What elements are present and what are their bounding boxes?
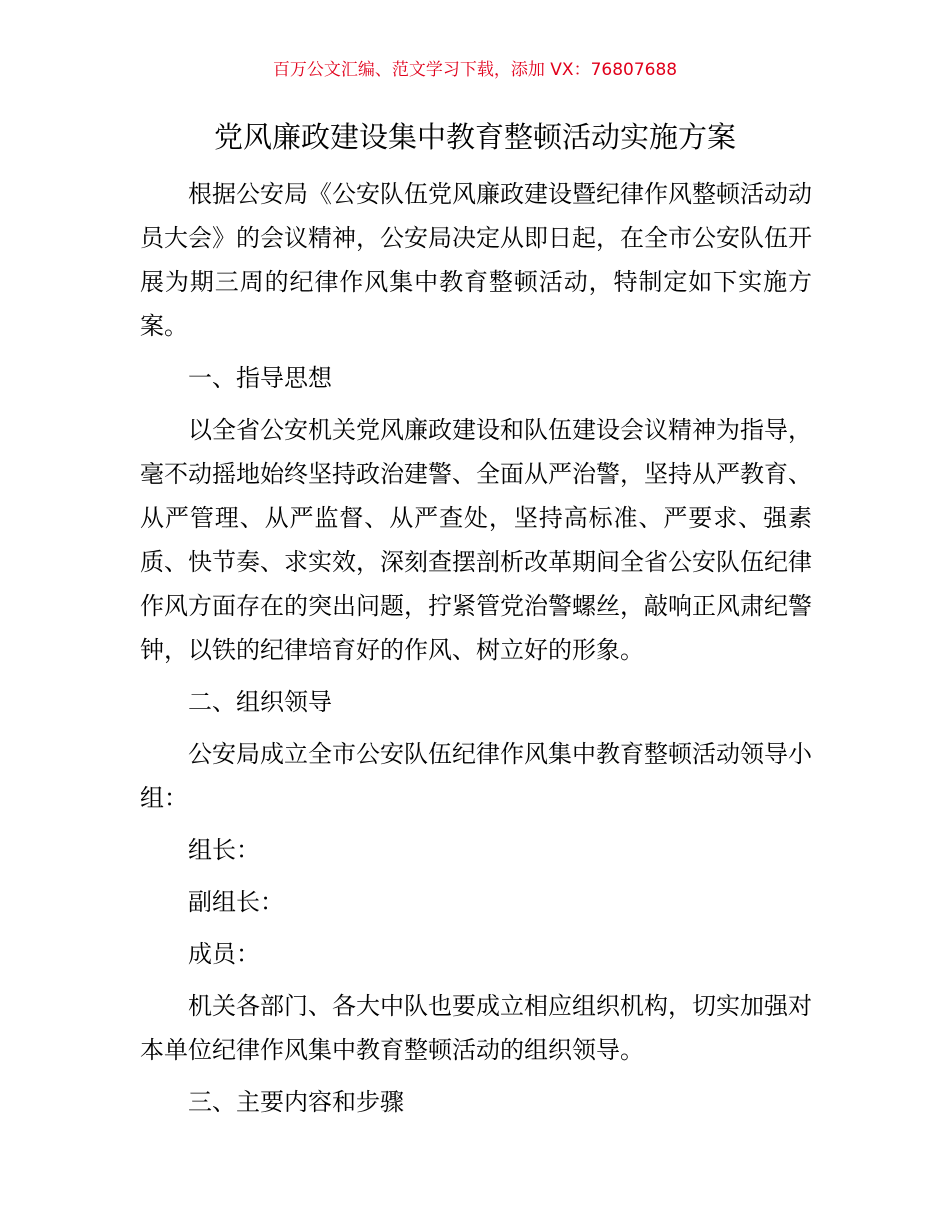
section-heading-content-steps: 三、主要内容和步骤 <box>188 1088 404 1116</box>
organization-paragraph: 公安局成立全市公安队伍纪律作风集中教育整顿活动领导小组： <box>140 740 812 812</box>
intro-paragraph: 根据公安局《公安队伍党风廉政建设暨纪律作风整顿活动动员大会》的会议精神，公安局决定从即日起，在全市公安队伍开展为期三周的纪律作风集中教育整顿活动，特制定如下实施方案。 <box>140 180 812 340</box>
section-heading-organization: 二、组织领导 <box>188 688 332 716</box>
header-note: 百万公文汇编、范文学习下载，添加 VX：76807688 <box>272 60 678 80</box>
document-title: 党风廉政建设集中教育整顿活动实施方案 <box>213 120 736 154</box>
guiding-thought-paragraph: 以全省公安机关党风廉政建设和队伍建设会议精神为指导，毫不动摇地始终坚持政治建警、全面从严治警，坚持从严教育、从严管理、从严监督、从严查处，坚持高标准、严要求、强素质、快节奏、求实效，深刻查摆剖析改革期间全省公安队伍纪律作风方面存在的突出问题，拧紧管党治警螺丝，敲响正风肃纪警钟，以铁的纪律培育好的作风、树立好的形象。 <box>140 416 812 664</box>
section-heading-guiding-thought: 一、指导思想 <box>188 364 332 392</box>
leader-line: 组长： <box>188 836 260 864</box>
document-body <box>140 172 812 1132</box>
members-line: 成员： <box>188 940 260 968</box>
deputy-leader-line: 副组长： <box>188 888 284 916</box>
units-paragraph: 机关各部门、各大中队也要成立相应组织机构，切实加强对本单位纪律作风集中教育整顿活动的组织领导。 <box>140 992 812 1064</box>
